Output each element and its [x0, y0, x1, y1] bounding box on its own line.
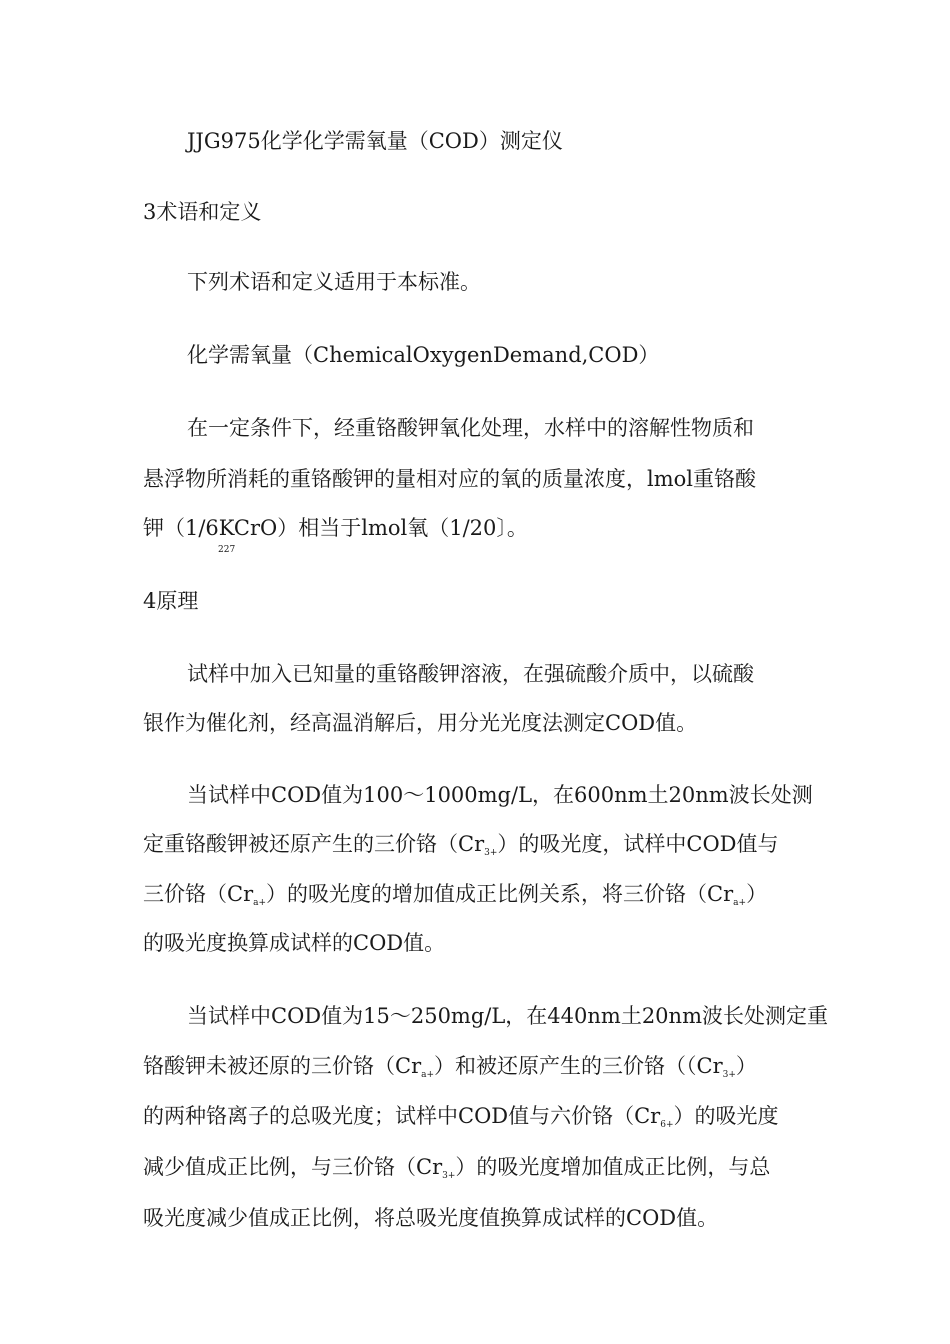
principle-p3-line-1: 当试样中COD值为15〜250mg/L，在440nm土20nm波长处测定重: [187, 1004, 828, 1028]
subscript: a+: [421, 1070, 435, 1080]
subscript: 3+: [722, 1070, 736, 1080]
subscript: 3+: [442, 1171, 456, 1181]
principle-p1-line-2: 银作为催化剂，经高温消解后，用分光光度法测定COD值。: [143, 711, 698, 735]
principle-p3-line-5: 吸光度减少值成正比例，将总吸光度值换算成试样的COD值。: [143, 1206, 719, 1230]
principle-p1-line-1: 试样中加入已知量的重铬酸钾溶液，在强硫酸介质中，以硫酸: [187, 662, 754, 686]
principle-p3-line-3: 的两种铬离子的总吸光度；试样中COD值与六价铬（Cr6+）的吸光度: [143, 1104, 779, 1130]
subscript: 6+: [660, 1120, 674, 1130]
principle-p2-line-1: 当试样中COD值为100〜1000mg/L，在600nm土20nm波长处测: [187, 783, 813, 807]
section-3-heading: 3术语和定义: [143, 200, 262, 224]
definition-subscript: 227: [218, 545, 236, 555]
subscript: a+: [733, 898, 747, 908]
subscript: 3+: [484, 848, 498, 858]
definition-line-3: 钾（1/6KCrO）相当于lmol氧（1/20〕。: [143, 516, 528, 540]
reference-standard-line: JJG975化学化学需氧量（COD）测定仪: [187, 129, 563, 153]
definition-line-2: 悬浮物所消耗的重铬酸钾的量相对应的氧的质量浓度，lmol重铬酸: [143, 467, 756, 491]
principle-p3-line-2: 铬酸钾未被还原的三价铬（Cra+）和被还原产生的三价铬（（Cr3+）: [143, 1054, 757, 1080]
section-3-intro: 下列术语和定义适用于本标准。: [187, 270, 481, 294]
principle-p2-line-3: 三价铬（Cra+）的吸光度的增加值成正比例关系，将三价铬（Cra+）: [143, 882, 768, 908]
subscript: a+: [253, 898, 267, 908]
definition-line-1: 在一定条件下，经重铬酸钾氧化处理，水样中的溶解性物质和: [187, 416, 754, 440]
cod-term-line: 化学需氧量（ChemicalOxygenDemand,COD）: [187, 343, 660, 367]
principle-p2-line-2: 定重铬酸钾被还原产生的三价铬（Cr3+）的吸光度，试样中COD值与: [143, 832, 779, 858]
principle-p2-line-4: 的吸光度换算成试样的COD值。: [143, 931, 446, 955]
section-4-heading: 4原理: [143, 589, 199, 613]
principle-p3-line-4: 减少值成正比例，与三价铬（Cr3+）的吸光度增加值成正比例，与总: [143, 1155, 771, 1181]
